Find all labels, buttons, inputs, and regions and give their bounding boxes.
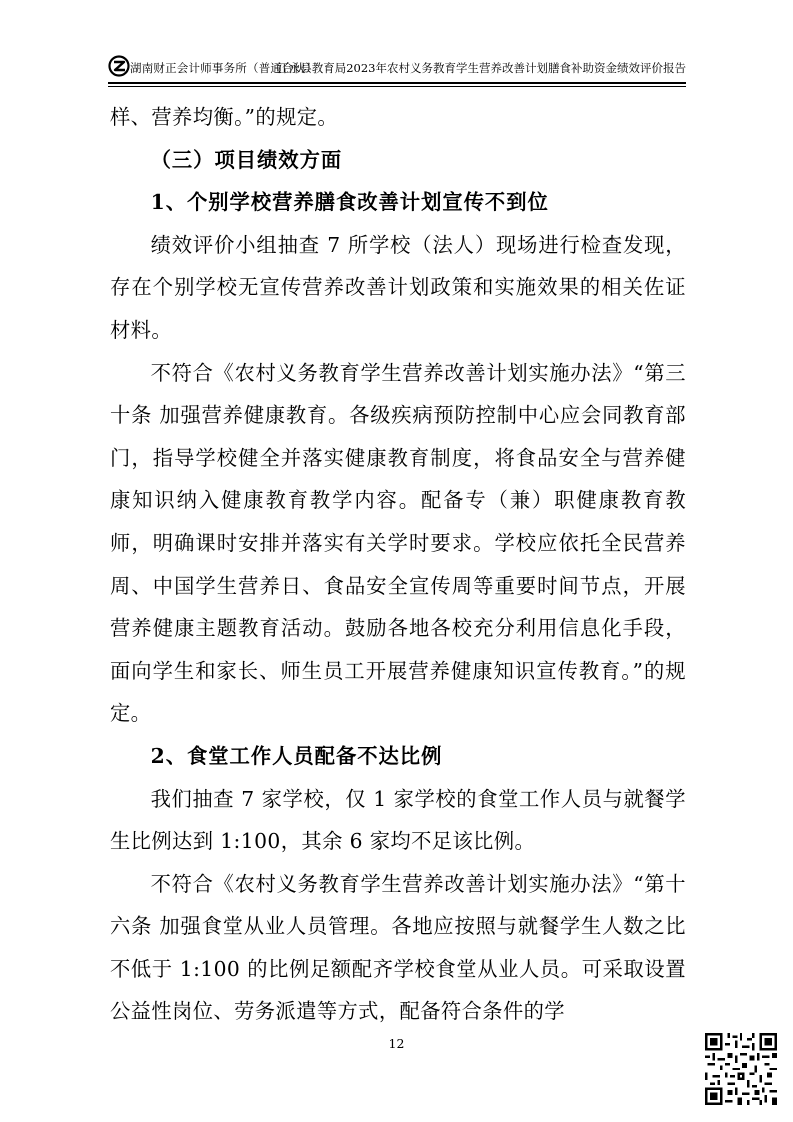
qr-code-icon (705, 1033, 777, 1105)
paragraph-regulation-1: 不符合《农村义务教育学生营养改善计划实施办法》“第三十条 加强营养健康教育。各级疾病预防控制中心应会同教育部门，指导学校健全并落实健康教育制度，将食品安全与营养健康知识纳入健康教育教学内容。配备专（兼）职健康教育教师，明确课时安排并落实有关学时要求。学校应依托全民营养周、中国学生营养日、食品安全宣传周等重要时间节点，开展营养健康主题教育活动。鼓励各地各校充分利用信息化手段，面向学生和家长、师生员工开展营养健康知识宣传教育。”的规定。 (110, 360, 686, 726)
page-header (108, 54, 686, 80)
paragraph-continued: 样、营养均衡。”的规定。 (110, 105, 339, 129)
document-body (110, 96, 686, 1033)
section-heading: （三）项目绩效方面 (150, 147, 343, 172)
header-rule-thin (108, 86, 686, 87)
paragraph-regulation-2: 不符合《农村义务教育学生营养改善计划实施办法》“第十六条 加强食堂从业人员管理。各地应按照与就餐学生人数之比不低于 1:100 的比例足额配齐学校食堂从业人员。可采取设置公益性岗位、劳务派遣等方式，配备符合条件的学 (110, 871, 686, 1024)
header-rule-thick (108, 82, 686, 84)
paragraph-finding-2: 我们抽查 7 家学校，仅 1 家学校的食堂工作人员与就餐学生比例达到 1:100，其余 6 家均不足该比例。 (110, 786, 686, 854)
subheading-2: 2、食堂工作人员配备不达比例 (150, 743, 443, 768)
report-title: 江永县教育局2023年农村义务教育学生营养改善计划膳食补助资金绩效评价报告 (277, 61, 686, 75)
page-number: 12 (388, 1036, 405, 1051)
paragraph-finding-1: 绩效评价小组抽查 7 所学校（法人）现场进行检查发现，存在个别学校无宣传营养改善计划政策和实施效果的相关佐证材料。 (110, 232, 686, 342)
firm-name: 湖南财正会计师事务所（普通合伙） (130, 61, 318, 75)
firm-logo-icon (108, 55, 130, 77)
subheading-1: 1、个别学校营养膳食改善计划宣传不到位 (150, 190, 549, 215)
